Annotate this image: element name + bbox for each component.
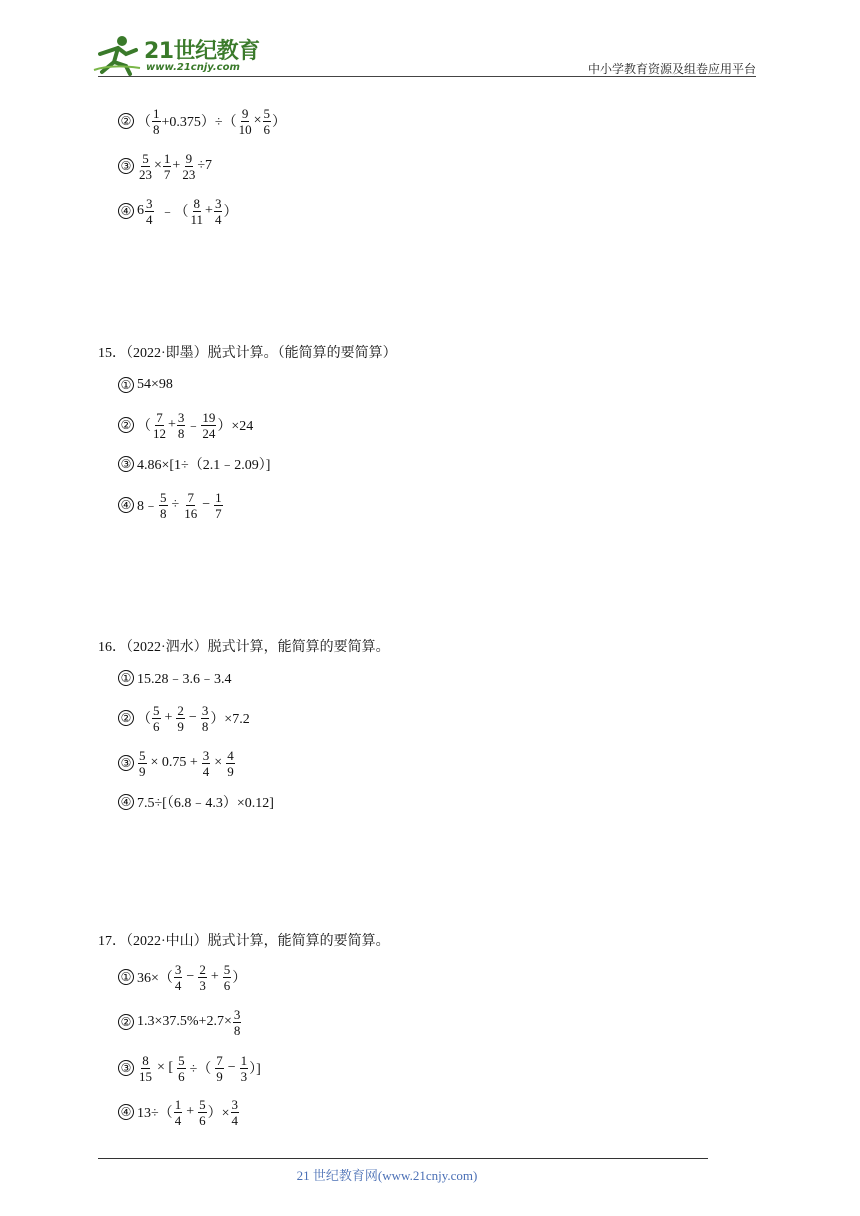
expression-text: 15.28﹣3.6﹣3.4 — [137, 672, 232, 687]
fraction: $\frac{9}{23}$ — [182, 150, 196, 182]
expression-text: 13÷（ — [137, 1106, 173, 1121]
q16-item-2 — [118, 701, 250, 735]
operator: + — [186, 1104, 195, 1119]
operator: − — [227, 1060, 236, 1075]
operator: + — [205, 203, 213, 218]
fraction: $\frac{1}{7}$ — [163, 150, 171, 182]
header-tagline: 中小学教育资源及组卷应用平台 — [587, 62, 756, 76]
fraction: $\frac{7}{9}$ — [216, 1052, 223, 1084]
q15-item-2 — [118, 408, 253, 442]
expression-text: 1.3×37.5%+2.7× — [137, 1014, 232, 1029]
fraction: $\frac{3}{4}$ — [202, 747, 210, 779]
site-logo[interactable] — [92, 34, 262, 76]
expression-text: ）] — [249, 1062, 261, 1077]
operator: ÷（ — [189, 1062, 212, 1077]
operator: × — [253, 113, 262, 128]
q15-item-4 — [118, 488, 224, 522]
fraction: $\frac{3}{4}$ — [214, 195, 222, 227]
fraction: $\frac{1}{3}$ — [240, 1052, 248, 1084]
fraction: $\frac{2}{3}$ — [199, 961, 206, 993]
fraction: $\frac{3}{8}$ — [177, 409, 185, 441]
fraction: $\frac{5}{6}$ — [223, 961, 231, 993]
question-17-title: 17．（2022·中山）脱式计算，能简算的要简算。 — [98, 934, 390, 949]
q17-item-2 — [118, 1005, 242, 1039]
q14-item-3 — [118, 149, 212, 183]
fraction: $\frac{4}{9}$ — [227, 747, 234, 779]
paren: （ — [137, 712, 151, 727]
item-number: ③ — [118, 456, 134, 472]
expression-text: ）× — [207, 1106, 230, 1121]
operator: ﹣（ — [160, 205, 189, 220]
operator: +0.375）÷（ — [161, 115, 237, 130]
item-number: ① — [118, 377, 134, 393]
item-number: ③ — [118, 1060, 134, 1076]
paren: ） — [223, 205, 238, 220]
fraction: $\frac{3}{8}$ — [233, 1006, 241, 1038]
page-header — [0, 0, 860, 80]
question-16-title: 16．（2022·泗水）脱式计算，能简算的要简算。 — [98, 640, 390, 655]
fraction: $\frac{19}{24}$ — [202, 409, 216, 441]
operator: − — [202, 497, 211, 512]
operator: × — [154, 158, 162, 173]
q14-item-2 — [118, 104, 286, 138]
fraction: $\frac{3}{4}$ — [146, 195, 153, 227]
expression-text: 36×（ — [137, 971, 173, 986]
logo-url: www.21cnjy.com — [146, 62, 240, 73]
operator: − — [186, 969, 195, 984]
fraction: $\frac{1}{8}$ — [153, 105, 160, 137]
q15-item-3 — [118, 447, 270, 481]
item-number: ② — [118, 1014, 134, 1030]
operator: ﹣ — [186, 419, 201, 434]
item-number: ④ — [118, 794, 134, 810]
footer-divider — [98, 1158, 708, 1159]
operator: + — [164, 710, 173, 725]
item-number: ③ — [118, 755, 134, 771]
q17-item-1 — [118, 960, 246, 994]
q17-item-4 — [118, 1095, 240, 1129]
item-number: ① — [118, 670, 134, 686]
item-number: ② — [118, 710, 134, 726]
q15-item-1 — [118, 368, 173, 402]
item-number: ③ — [118, 158, 134, 174]
q16-item-4 — [118, 785, 274, 819]
fraction: $\frac{8}{11}$ — [190, 195, 204, 227]
paren: ） — [272, 115, 286, 130]
operator: × — [214, 755, 223, 770]
item-number: ② — [118, 113, 134, 129]
paren: （ — [137, 419, 151, 434]
operator: + — [168, 417, 176, 432]
fraction: $\frac{7}{16}$ — [184, 489, 198, 521]
fraction: $\frac{5}{6}$ — [153, 702, 160, 734]
header-divider — [98, 76, 756, 77]
fraction: $\frac{5}{8}$ — [160, 489, 167, 521]
expression-text: ）×24 — [217, 419, 254, 434]
expression-text: ÷7 — [197, 158, 212, 173]
fraction: $\frac{5}{6}$ — [199, 1096, 206, 1128]
item-number: ④ — [118, 497, 134, 513]
whole-number: 6 — [137, 203, 144, 218]
fraction: $\frac{2}{9}$ — [177, 702, 184, 734]
fraction: $\frac{5}{9}$ — [139, 747, 146, 779]
paren: ） — [232, 971, 247, 986]
paren: （ — [137, 115, 151, 130]
expression-text: × 0.75 + — [150, 755, 198, 770]
fraction: $\frac{7}{12}$ — [153, 409, 166, 441]
fraction: $\frac{8}{15}$ — [139, 1052, 152, 1084]
operator: − — [188, 710, 197, 725]
fraction: $\frac{3}{4}$ — [231, 1096, 238, 1128]
fraction: $\frac{1}{7}$ — [215, 489, 222, 521]
fraction: $\frac{1}{4}$ — [174, 1096, 182, 1128]
fraction: $\frac{3}{8}$ — [201, 702, 209, 734]
item-number: ④ — [118, 203, 134, 219]
logo-text: 21世纪教育 — [144, 39, 260, 64]
operator: + — [172, 158, 181, 173]
item-number: ① — [118, 969, 134, 985]
question-15-title: 15．（2022·即墨）脱式计算。（能简算的要简算） — [98, 346, 397, 361]
operator: ÷ — [171, 497, 180, 512]
expression-text: 4.86×[1÷（2.1﹣2.09）] — [137, 458, 271, 473]
expression-text: × [ — [157, 1060, 174, 1075]
operator: + — [210, 969, 219, 984]
runner-logo-icon — [92, 34, 142, 76]
fraction: $\frac{9}{10}$ — [238, 105, 252, 137]
fraction: $\frac{5}{23}$ — [139, 150, 152, 182]
expression-text: 7.5÷[（6.8﹣4.3）×0.12] — [137, 796, 274, 811]
fraction: $\frac{5}{6}$ — [178, 1052, 185, 1084]
q16-item-1 — [118, 661, 232, 695]
expression-text: 8﹣ — [137, 499, 158, 514]
q16-item-3 — [118, 746, 236, 780]
fraction: $\frac{3}{4}$ — [174, 961, 182, 993]
q17-item-3 — [118, 1051, 261, 1085]
q14-item-4 — [118, 194, 237, 228]
item-number: ④ — [118, 1104, 134, 1120]
expression-text: ）×7.2 — [210, 712, 250, 727]
expression-text: 54×98 — [137, 377, 173, 392]
footer-link[interactable]: 21 世纪教育网(www.21cnjy.com) — [296, 1168, 478, 1183]
fraction: $\frac{5}{6}$ — [263, 105, 270, 137]
item-number: ② — [118, 417, 134, 433]
